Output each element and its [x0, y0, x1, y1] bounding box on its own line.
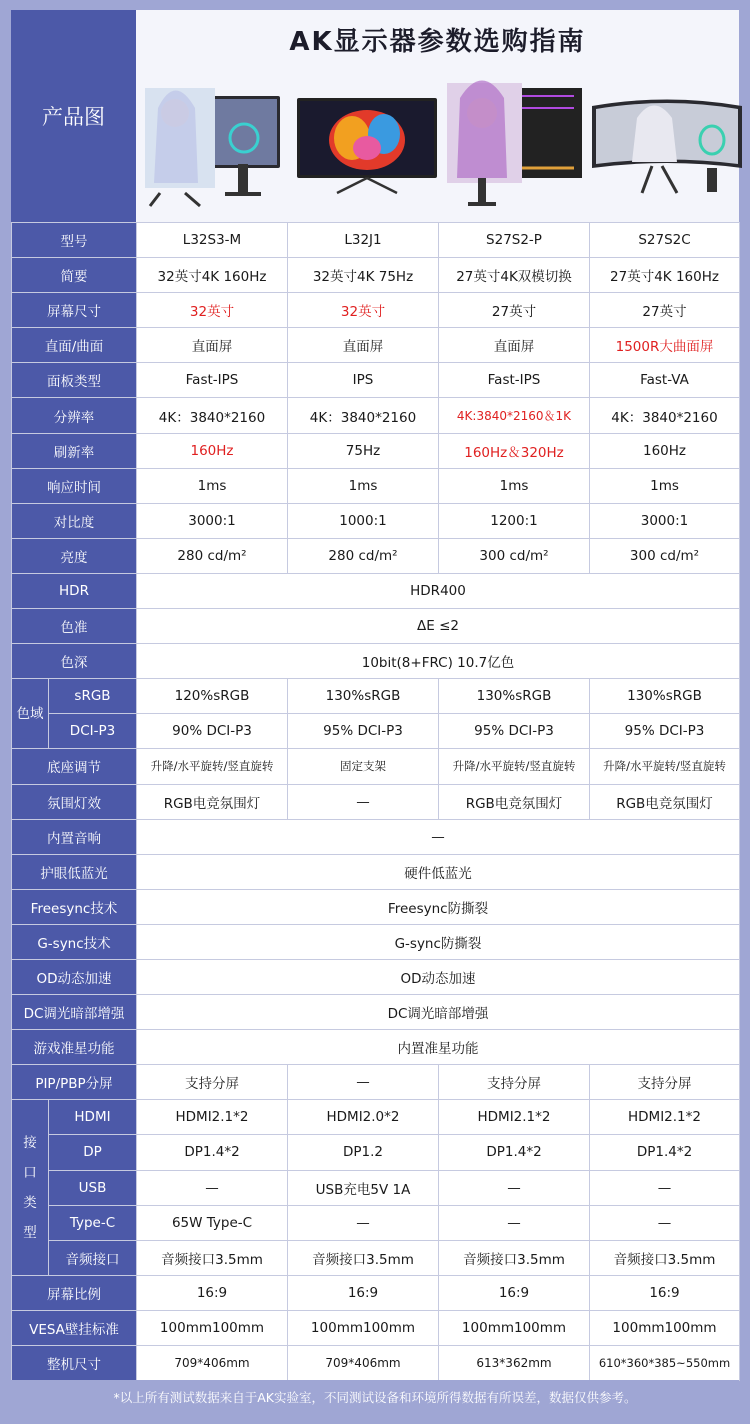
row-color-depth — [12, 644, 740, 679]
row-vesa — [12, 1310, 740, 1345]
cell-audio: 音频接口3.5mm — [439, 1240, 590, 1275]
row-resolution — [12, 398, 740, 433]
cell-contrast: 3000:1 — [590, 503, 740, 538]
label-resolution: 分辨率 — [12, 398, 137, 433]
product-image-l32s3m — [140, 68, 290, 218]
row-srgb — [12, 679, 740, 714]
cell-model: S27S2-P — [439, 223, 590, 258]
label-audio: 音频接口 — [49, 1240, 137, 1275]
row-panel — [12, 363, 740, 398]
row-usb — [12, 1170, 740, 1205]
cell-crosshair: 内置准星功能 — [137, 1030, 740, 1065]
cell-srgb: 130%sRGB — [288, 679, 439, 714]
cell-freesync: Freesync防撕裂 — [137, 889, 740, 924]
row-od — [12, 959, 740, 994]
row-hdr — [12, 573, 740, 608]
cell-dp: DP1.4*2 — [439, 1135, 590, 1170]
cell-summary: 32英寸4K 160Hz — [137, 258, 288, 293]
cell-resolution: 4K:3840*2160＆1K — [439, 398, 590, 433]
label-stand: 底座调节 — [12, 749, 137, 784]
cell-hdmi: HDMI2.0*2 — [288, 1100, 439, 1135]
cell-ambient-light: RGB电竞氛围灯 — [137, 784, 288, 819]
label-panel: 面板类型 — [12, 363, 137, 398]
cell-vesa: 100mm100mm — [137, 1310, 288, 1345]
cell-panel: Fast-IPS — [439, 363, 590, 398]
cell-srgb: 120%sRGB — [137, 679, 288, 714]
cell-flat-curved: 直面屏 — [137, 328, 288, 363]
product-image-s27s2p — [442, 68, 592, 218]
cell-refresh: 160Hz＆320Hz — [439, 433, 590, 468]
row-flat-curved — [12, 328, 740, 363]
cell-response: 1ms — [137, 468, 288, 503]
cell-contrast: 1200:1 — [439, 503, 590, 538]
row-speaker — [12, 819, 740, 854]
cell-stand: 升降/水平旋转/竖直旋转 — [590, 749, 740, 784]
cell-model: L32S3-M — [137, 223, 288, 258]
cell-dp: DP1.4*2 — [590, 1135, 740, 1170]
cell-refresh: 160Hz — [137, 433, 288, 468]
label-ports-group: 接口类型 — [12, 1100, 49, 1275]
label-model: 型号 — [12, 223, 137, 258]
cell-ambient-light: RGB电竞氛围灯 — [439, 784, 590, 819]
cell-stand: 固定支架 — [288, 749, 439, 784]
label-refresh: 刷新率 — [12, 433, 137, 468]
cell-usb: — — [590, 1170, 740, 1205]
label-gsync: G-sync技术 — [12, 924, 137, 959]
row-dp — [12, 1135, 740, 1170]
cell-resolution: 4K：3840*2160 — [137, 398, 288, 433]
cell-blue-light: 硬件低蓝光 — [137, 854, 740, 889]
row-crosshair — [12, 1030, 740, 1065]
label-hdmi: HDMI — [49, 1100, 137, 1135]
row-dimensions — [12, 1346, 740, 1381]
cell-panel: Fast-VA — [590, 363, 740, 398]
cell-model: L32J1 — [288, 223, 439, 258]
cell-refresh: 160Hz — [590, 433, 740, 468]
cell-size: 32英寸 — [137, 293, 288, 328]
cell-size: 32英寸 — [288, 293, 439, 328]
label-crosshair: 游戏准星功能 — [12, 1030, 137, 1065]
cell-od: OD动态加速 — [137, 959, 740, 994]
cell-size: 27英寸 — [590, 293, 740, 328]
product-image-label: 产品图 — [11, 10, 136, 222]
cell-flat-curved: 直面屏 — [288, 328, 439, 363]
cell-typec: 65W Type-C — [137, 1205, 288, 1240]
label-dp: DP — [49, 1135, 137, 1170]
cell-panel: Fast-IPS — [137, 363, 288, 398]
cell-dimensions: 613*362mm — [439, 1346, 590, 1381]
cell-summary: 32英寸4K 75Hz — [288, 258, 439, 293]
cell-speaker: — — [137, 819, 740, 854]
label-summary: 简要 — [12, 258, 137, 293]
cell-hdr: HDR400 — [137, 573, 740, 608]
label-blue-light: 护眼低蓝光 — [12, 854, 137, 889]
cell-dp: DP1.4*2 — [137, 1135, 288, 1170]
cell-size: 27英寸 — [439, 293, 590, 328]
label-size: 屏幕尺寸 — [12, 293, 137, 328]
cell-summary: 27英寸4K双模切换 — [439, 258, 590, 293]
cell-ratio: 16:9 — [439, 1275, 590, 1310]
cell-brightness: 300 cd/m² — [439, 538, 590, 573]
cell-pip: — — [288, 1065, 439, 1100]
cell-audio: 音频接口3.5mm — [590, 1240, 740, 1275]
cell-vesa: 100mm100mm — [590, 1310, 740, 1345]
cell-dimensions: 709*406mm — [288, 1346, 439, 1381]
cell-response: 1ms — [288, 468, 439, 503]
cell-response: 1ms — [590, 468, 740, 503]
label-ambient-light: 氛围灯效 — [12, 784, 137, 819]
cell-audio: 音频接口3.5mm — [137, 1240, 288, 1275]
page-title: AK显示器参数选购指南 — [289, 26, 586, 57]
cell-resolution: 4K：3840*2160 — [590, 398, 740, 433]
cell-hdmi: HDMI2.1*2 — [590, 1100, 740, 1135]
cell-pip: 支持分屏 — [137, 1065, 288, 1100]
label-color-depth: 色深 — [12, 644, 137, 679]
cell-brightness: 280 cd/m² — [137, 538, 288, 573]
row-dc — [12, 995, 740, 1030]
cell-dp: DP1.2 — [288, 1135, 439, 1170]
cell-usb: USB充电5V 1A — [288, 1170, 439, 1205]
row-contrast — [12, 503, 740, 538]
cell-usb: — — [137, 1170, 288, 1205]
label-speaker: 内置音响 — [12, 819, 137, 854]
cell-dcip3: 95% DCI-P3 — [288, 714, 439, 749]
cell-srgb: 130%sRGB — [590, 679, 740, 714]
cell-pip: 支持分屏 — [439, 1065, 590, 1100]
label-srgb: sRGB — [49, 679, 137, 714]
label-typec: Type-C — [49, 1205, 137, 1240]
label-usb: USB — [49, 1170, 137, 1205]
cell-usb: — — [439, 1170, 590, 1205]
row-ambient-light — [12, 784, 740, 819]
footer-disclaimer: *以上所有测试数据来自于AK实验室，不同测试设备和环境所得数据有所误差，数据仅供参考。 — [11, 1380, 739, 1414]
row-color-accuracy — [12, 609, 740, 644]
cell-vesa: 100mm100mm — [288, 1310, 439, 1345]
row-freesync — [12, 889, 740, 924]
cell-audio: 音频接口3.5mm — [288, 1240, 439, 1275]
label-color-accuracy: 色准 — [12, 609, 137, 644]
row-size — [12, 293, 740, 328]
cell-stand: 升降/水平旋转/竖直旋转 — [439, 749, 590, 784]
row-blue-light — [12, 854, 740, 889]
label-dimensions: 整机尺寸 — [12, 1346, 137, 1381]
cell-typec: — — [590, 1205, 740, 1240]
cell-contrast: 1000:1 — [288, 503, 439, 538]
cell-panel: IPS — [288, 363, 439, 398]
cell-srgb: 130%sRGB — [439, 679, 590, 714]
cell-brightness: 300 cd/m² — [590, 538, 740, 573]
cell-ambient-light: RGB电竞氛围灯 — [590, 784, 740, 819]
row-stand — [12, 749, 740, 784]
row-dcip3 — [12, 714, 740, 749]
product-image-l32j1 — [292, 68, 442, 218]
label-response: 响应时间 — [12, 468, 137, 503]
cell-flat-curved: 直面屏 — [439, 328, 590, 363]
cell-resolution: 4K：3840*2160 — [288, 398, 439, 433]
cell-ratio: 16:9 — [137, 1275, 288, 1310]
cell-brightness: 280 cd/m² — [288, 538, 439, 573]
label-hdr: HDR — [12, 573, 137, 608]
row-response — [12, 468, 740, 503]
cell-flat-curved: 1500R大曲面屏 — [590, 328, 740, 363]
cell-color-depth: 10bit(8+FRC) 10.7亿色 — [137, 644, 740, 679]
cell-contrast: 3000:1 — [137, 503, 288, 538]
label-vesa: VESA壁挂标准 — [12, 1310, 137, 1345]
cell-dcip3: 90% DCI-P3 — [137, 714, 288, 749]
label-contrast: 对比度 — [12, 503, 137, 538]
row-summary — [12, 258, 740, 293]
cell-dimensions: 610*360*385~550mm — [590, 1346, 740, 1381]
cell-stand: 升降/水平旋转/竖直旋转 — [137, 749, 288, 784]
cell-ambient-light: — — [288, 784, 439, 819]
cell-dimensions: 709*406mm — [137, 1346, 288, 1381]
label-dc: DC调光暗部增强 — [12, 995, 137, 1030]
cell-dc: DC调光暗部增强 — [137, 995, 740, 1030]
cell-hdmi: HDMI2.1*2 — [137, 1100, 288, 1135]
cell-ratio: 16:9 — [288, 1275, 439, 1310]
row-brightness — [12, 538, 740, 573]
row-typec — [12, 1205, 740, 1240]
row-gsync — [12, 924, 740, 959]
row-model — [12, 223, 740, 258]
cell-summary: 27英寸4K 160Hz — [590, 258, 740, 293]
label-brightness: 亮度 — [12, 538, 137, 573]
cell-response: 1ms — [439, 468, 590, 503]
label-ratio: 屏幕比例 — [12, 1275, 137, 1310]
label-flat-curved: 直面/曲面 — [12, 328, 137, 363]
product-image-s27s2c — [592, 68, 742, 218]
label-dcip3: DCI-P3 — [49, 714, 137, 749]
cell-refresh: 75Hz — [288, 433, 439, 468]
cell-dcip3: 95% DCI-P3 — [590, 714, 740, 749]
cell-vesa: 100mm100mm — [439, 1310, 590, 1345]
cell-gsync: G-sync防撕裂 — [137, 924, 740, 959]
cell-pip: 支持分屏 — [590, 1065, 740, 1100]
label-freesync: Freesync技术 — [12, 889, 137, 924]
cell-color-accuracy: ΔE ≤2 — [137, 609, 740, 644]
cell-model: S27S2C — [590, 223, 740, 258]
row-pip — [12, 1065, 740, 1100]
cell-hdmi: HDMI2.1*2 — [439, 1100, 590, 1135]
row-hdmi — [12, 1100, 740, 1135]
cell-dcip3: 95% DCI-P3 — [439, 714, 590, 749]
row-refresh — [12, 433, 740, 468]
row-ratio — [12, 1275, 740, 1310]
label-od: OD动态加速 — [12, 959, 137, 994]
label-gamut-group: 色域 — [12, 679, 49, 749]
row-audio — [12, 1240, 740, 1275]
label-pip: PIP/PBP分屏 — [12, 1065, 137, 1100]
cell-typec: — — [439, 1205, 590, 1240]
spec-table — [11, 222, 740, 1381]
cell-typec: — — [288, 1205, 439, 1240]
cell-ratio: 16:9 — [590, 1275, 740, 1310]
